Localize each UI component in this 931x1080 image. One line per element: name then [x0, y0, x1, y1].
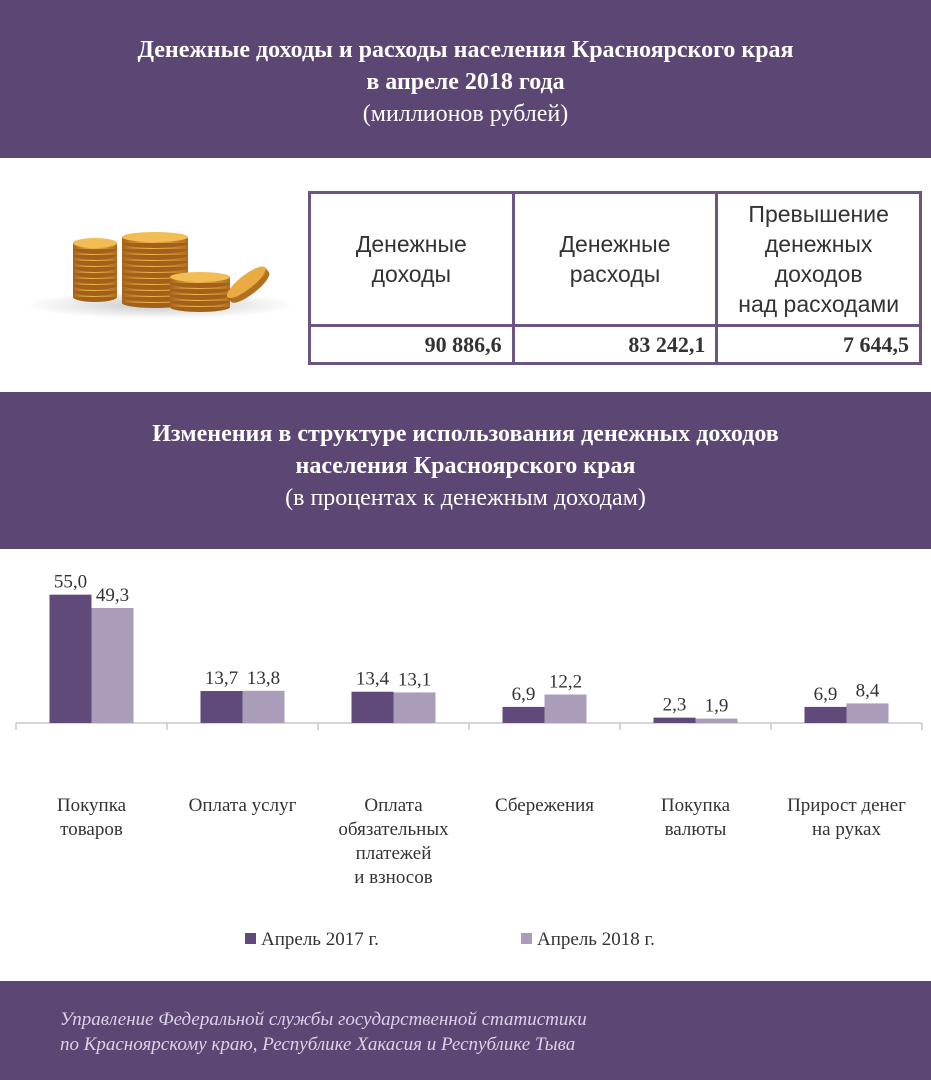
- category-label: Оплата обязательных платежей и взносов: [338, 795, 449, 888]
- page-title-line1: Денежные доходы и расходы населения Красноярского края: [137, 37, 794, 63]
- data-label: 6,9: [813, 683, 838, 705]
- data-label: 13,1: [397, 669, 432, 691]
- legend-label-2017: Апрель 2017 г.: [261, 929, 379, 950]
- header-band: [0, 0, 931, 158]
- bar-2018: [394, 692, 436, 723]
- category-label: Сбережения: [494, 795, 595, 816]
- category-label: Прирост денег на руках: [787, 795, 906, 840]
- bar-2018: [92, 608, 134, 723]
- data-label: 55,0: [53, 571, 88, 593]
- chart-title-line2: населения Красноярского края: [295, 453, 636, 479]
- bar-2018: [847, 703, 889, 723]
- bar-2017: [654, 718, 696, 723]
- header-cell-expenses: Денежные расходы: [513, 193, 717, 326]
- data-label: 12,2: [548, 671, 583, 693]
- category-label: Покупка валюты: [660, 795, 731, 840]
- legend-swatch-2018: [521, 933, 532, 944]
- data-label: 13,8: [246, 667, 281, 689]
- bar-2017: [503, 707, 545, 723]
- category-label: Оплата услуг: [188, 795, 297, 816]
- value-expenses: 83 242,1: [513, 326, 717, 364]
- data-label: 13,7: [204, 668, 239, 690]
- data-label: 8,4: [855, 680, 880, 702]
- data-label: 6,9: [511, 683, 536, 705]
- footer-line2: по Красноярскому краю, Республике Хакасия и Республике Тыва: [60, 1034, 576, 1055]
- page-unit: (миллионов рублей): [362, 101, 569, 127]
- data-label: 2,3: [662, 694, 687, 716]
- category-label: Покупка товаров: [56, 795, 127, 840]
- bar-chart: [0, 552, 931, 972]
- summary-table-header-row: [310, 193, 921, 326]
- chart-title-line1: Изменения в структуре использования денежных доходов: [152, 421, 779, 447]
- data-label: 49,3: [95, 584, 130, 606]
- legend-label-2018: Апрель 2018 г.: [537, 929, 655, 950]
- bar-2017: [201, 691, 243, 723]
- legend-swatch-2017: [245, 933, 256, 944]
- bar-2017: [352, 692, 394, 723]
- data-label: 13,4: [355, 668, 390, 690]
- bar-2018: [243, 691, 285, 723]
- footer-band: [0, 981, 931, 1080]
- header-cell-excess: Превышение денежных доходов над расходами: [717, 193, 921, 326]
- value-excess: 7 644,5: [717, 326, 921, 364]
- bar-2017: [805, 707, 847, 723]
- data-label: 1,9: [704, 695, 729, 717]
- bar-2018: [545, 695, 587, 723]
- section-band: [0, 392, 931, 549]
- footer-line1: Управление Федеральной службы государственной статистики: [60, 1009, 587, 1030]
- coins-image: [20, 215, 295, 325]
- summary-table-values-row: [310, 326, 921, 364]
- summary-table: [308, 191, 922, 365]
- header-cell-income: Денежные доходы: [310, 193, 514, 326]
- bar-2018: [696, 719, 738, 723]
- page-title-line2: в апреле 2018 года: [366, 69, 565, 95]
- bar-2017: [50, 595, 92, 723]
- value-income: 90 886,6: [310, 326, 514, 364]
- chart-subtitle: (в процентах к денежным доходам): [285, 485, 646, 511]
